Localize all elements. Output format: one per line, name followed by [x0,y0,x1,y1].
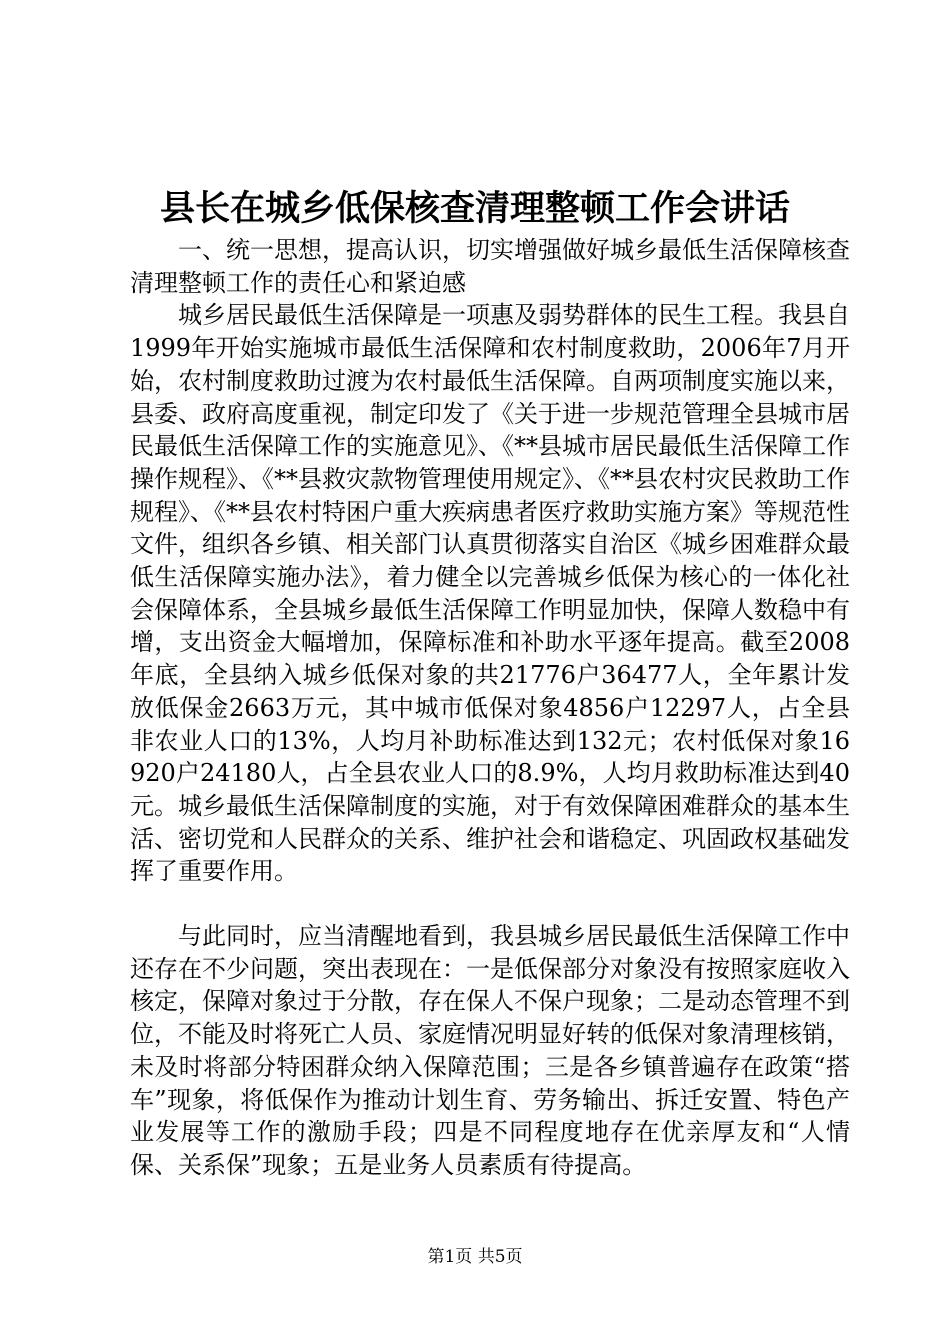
paragraph-problems: 与此同时，应当清醒地看到，我县城乡居民最低生活保障工作中还存在不少问题，突出表现在：一是低保部分对象没有按照家庭收入核定，保障对象过于分散，存在保人不保户现象；二是动态管理不到位，不能及时将死亡人员、家庭情况明显好转的低保对象清理核销，未及时将部分特困群众纳入保障范围；三是各乡镇普遍存在政策“搭车”现象，将低保作为推动计划生育、劳务输出、拆迁安置、特色产业发展等工作的激励手段；四是不同程度地存在优亲厚友和“人情保、关系保”现象；五是业务人员素质有待提高。 [130,922,850,1179]
page-footer: 第1页 共5页 [427,1247,523,1267]
paragraph-background: 城乡居民最低生活保障是一项惠及弱势群体的民生工程。我县自1999年开始实施城市最低生活保障和农村制度救助，2006年7月开始，农村制度救助过渡为农村最低生活保障。自两项制度实施以来，县委、政府高度重视，制定印发了《关于进一步规范管理全县城市居民最低生活保障工作的实施意见》、《**县城市居民最低生活保障工作操作规程》、《**县救灾款物管理使用规定》、《**县农村灾民救助工作规程》、《**县农村特困户重大疾病患者医疗救助实施方案》等规范性文件，组织各乡镇、相关部门认真贯彻落实自治区《城乡困难群众最低生活保障实施办法》，着力健全以完善城乡低保为核心的一体化社会保障体系，全县城乡最低生活保障工作明显加快，保障人数稳中有增，支出资金大幅增加，保障标准和补助水平逐年提高。截至2008年底，全县纳入城乡低保对象的共21776户36477人，全年累计发放低保金2663万元，其中城市低保对象4856户12297人，占全县非农业人口的13%，人均月补助标准达到132元；农村低保对象16920户24180人，占全县农业人口的8.9%，人均月救助标准达到40元。城乡最低生活保障制度的实施，对于有效保障困难群众的基本生活、密切党和人民群众的关系、维护社会和谐稳定、巩固政权基础发挥了重要作用。 [130,301,850,886]
document-title: 县长在城乡低保核查清理整顿工作会讲话 [159,188,790,229]
document-body [130,234,850,1182]
paragraph-heading: 一、统一思想，提高认识，切实增强做好城乡最低生活保障核查清理整顿工作的责任心和紧迫感 [130,236,850,297]
